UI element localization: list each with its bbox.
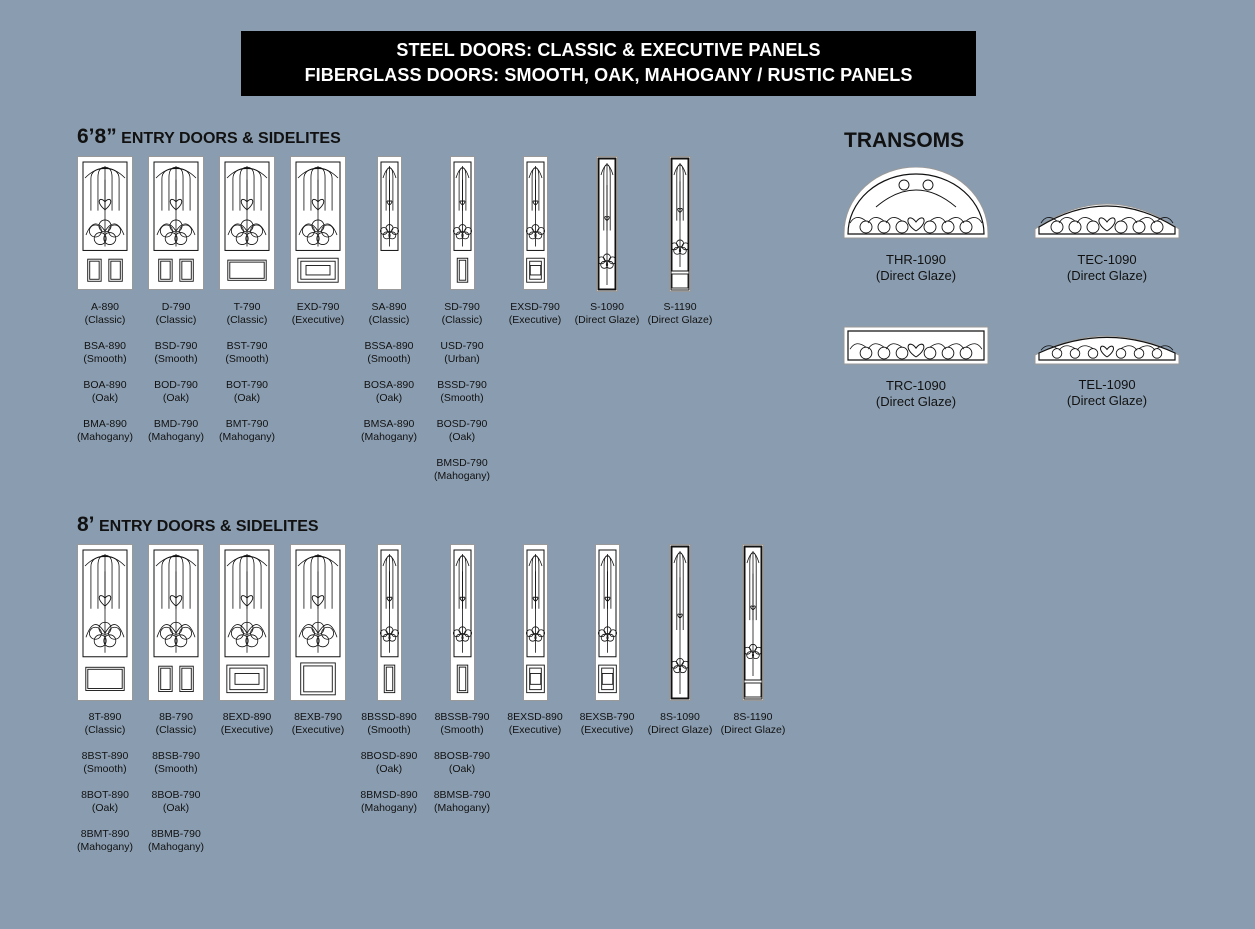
transom-note: (Direct Glaze) xyxy=(875,394,957,409)
model-code: 8BOSB-790 xyxy=(433,750,491,762)
transom-code: TEL-1090 xyxy=(1078,377,1136,392)
model-code: 8S-1090 xyxy=(660,711,700,723)
model-code: S-1190 xyxy=(663,301,697,313)
sidelite-item xyxy=(523,156,548,290)
model-code: 8S-1190 xyxy=(733,711,773,723)
model-code: 8EXB-790 xyxy=(294,711,342,723)
door-illustration xyxy=(77,544,133,701)
door-illustration xyxy=(742,544,764,701)
direct-glaze-item xyxy=(669,544,691,701)
model-code-group xyxy=(202,418,292,444)
model-code-group xyxy=(417,418,507,444)
model-code: BMSA-890 xyxy=(363,418,415,430)
model-code: EXD-790 xyxy=(296,301,340,313)
model-finish: (Oak) xyxy=(91,392,119,404)
model-finish: (Oak) xyxy=(448,431,476,443)
direct-glaze-item xyxy=(669,156,691,292)
door-illustration xyxy=(669,156,691,292)
model-code-group xyxy=(202,340,292,366)
model-finish: (Smooth) xyxy=(440,724,484,736)
section-title-size: 6’8” xyxy=(77,125,117,148)
model-code-group xyxy=(417,457,507,483)
section-title-6-8 xyxy=(77,125,341,149)
model-finish: (Mahogany) xyxy=(360,802,418,814)
door-illustration xyxy=(377,544,402,701)
direct-glaze-item xyxy=(742,544,764,701)
transom-note: (Direct Glaze) xyxy=(1066,268,1148,283)
model-finish: (Smooth) xyxy=(367,353,411,365)
transom-illustration xyxy=(1034,333,1180,365)
model-finish: (Oak) xyxy=(162,392,190,404)
model-code: BMA-890 xyxy=(83,418,127,430)
model-finish: (Smooth) xyxy=(83,763,127,775)
model-code-list xyxy=(708,711,798,750)
header-line-2: FIBERGLASS DOORS: SMOOTH, OAK, MAHOGANY / RUSTIC PANELS xyxy=(304,65,913,85)
model-code: BSSA-890 xyxy=(364,340,414,352)
door-item xyxy=(290,156,346,290)
transom-code: TRC-1090 xyxy=(886,378,946,393)
model-finish: (Smooth) xyxy=(154,353,198,365)
header-banner xyxy=(241,31,976,96)
model-code: 8EXSB-790 xyxy=(579,711,635,723)
door-illustration xyxy=(595,544,620,701)
door-item xyxy=(148,544,204,701)
sidelite-item xyxy=(523,544,548,701)
model-finish: (Smooth) xyxy=(367,724,411,736)
model-code: EXSD-790 xyxy=(510,301,560,313)
model-code: BSD-790 xyxy=(154,340,198,352)
model-finish: (Oak) xyxy=(233,392,261,404)
model-code: 8BOT-890 xyxy=(81,789,129,801)
model-finish: (Classic) xyxy=(441,314,483,326)
transom-label xyxy=(841,252,991,284)
model-finish: (Mahogany) xyxy=(76,841,134,853)
sidelite-item xyxy=(377,156,402,290)
model-code-group xyxy=(202,379,292,405)
model-code: BOA-890 xyxy=(83,379,127,391)
transom-code: TEC-1090 xyxy=(1077,252,1137,267)
model-code-group xyxy=(131,750,221,776)
transom-elliptical xyxy=(1034,199,1180,239)
model-code-group xyxy=(635,301,725,327)
model-finish: (Direct Glaze) xyxy=(574,314,640,326)
transom-note: (Direct Glaze) xyxy=(1066,393,1148,408)
model-finish: (Mahogany) xyxy=(360,431,418,443)
transom-half-round xyxy=(843,167,989,239)
model-finish: (Smooth) xyxy=(83,353,127,365)
model-finish: (Mahogany) xyxy=(218,431,276,443)
model-code: 8BMT-890 xyxy=(80,828,130,840)
model-finish: (Direct Glaze) xyxy=(647,724,713,736)
model-finish: (Executive) xyxy=(508,314,562,326)
section-title-text: ENTRY DOORS & SIDELITES xyxy=(116,130,341,147)
model-finish: (Smooth) xyxy=(225,353,269,365)
model-code-group xyxy=(417,750,507,776)
door-illustration xyxy=(290,156,346,290)
door-illustration xyxy=(148,156,204,290)
transom-label xyxy=(841,378,991,410)
model-finish: (Executive) xyxy=(291,724,345,736)
model-code: BOSD-790 xyxy=(436,418,488,430)
section-title-8 xyxy=(77,513,319,537)
model-code: 8EXSD-890 xyxy=(507,711,563,723)
sidelite-item xyxy=(595,544,620,701)
model-code-group xyxy=(131,828,221,854)
door-item xyxy=(219,156,275,290)
model-code: BSSD-790 xyxy=(437,379,487,391)
model-code: SD-790 xyxy=(444,301,480,313)
door-illustration xyxy=(219,156,275,290)
section-title-size: 8’ xyxy=(77,513,95,536)
model-code: 8BSSD-890 xyxy=(361,711,417,723)
model-code: BST-790 xyxy=(226,340,268,352)
door-illustration xyxy=(596,156,618,292)
model-code: USD-790 xyxy=(440,340,484,352)
model-code-group xyxy=(417,340,507,366)
model-code: SA-890 xyxy=(371,301,407,313)
transom-code: THR-1090 xyxy=(886,252,946,267)
sidelite-item xyxy=(377,544,402,701)
model-code: BMSD-790 xyxy=(436,457,488,469)
transoms-title: TRANSOMS xyxy=(844,129,965,152)
model-finish: (Mahogany) xyxy=(147,431,205,443)
transom-illustration xyxy=(843,326,989,365)
model-finish: (Executive) xyxy=(580,724,634,736)
door-illustration xyxy=(523,544,548,701)
direct-glaze-item xyxy=(596,156,618,292)
transom-illustration xyxy=(1034,199,1180,239)
model-code: T-790 xyxy=(233,301,261,313)
model-finish: (Executive) xyxy=(220,724,274,736)
transom-illustration xyxy=(843,167,989,239)
model-finish: (Mahogany) xyxy=(433,470,491,482)
door-illustration xyxy=(377,156,402,290)
model-code: D-790 xyxy=(161,301,191,313)
model-code: 8T-890 xyxy=(88,711,122,723)
model-code-group xyxy=(708,711,798,737)
sidelite-item xyxy=(450,544,475,701)
model-code: 8EXD-890 xyxy=(222,711,272,723)
door-item xyxy=(148,156,204,290)
header-line-1: STEEL DOORS: CLASSIC & EXECUTIVE PANELS xyxy=(396,40,821,60)
door-item xyxy=(219,544,275,701)
model-code: 8BMSD-890 xyxy=(360,789,418,801)
model-code: 8BMSB-790 xyxy=(433,789,491,801)
model-finish: (Oak) xyxy=(375,763,403,775)
model-finish: (Classic) xyxy=(155,724,197,736)
door-illustration xyxy=(290,544,346,701)
door-illustration xyxy=(669,544,691,701)
model-code: BOD-790 xyxy=(154,379,198,391)
transom-note: (Direct Glaze) xyxy=(875,268,957,283)
transom-label xyxy=(1032,252,1182,284)
door-illustration xyxy=(450,544,475,701)
model-code: 8BOB-790 xyxy=(151,789,201,801)
model-finish: (Classic) xyxy=(368,314,410,326)
model-code: S-1090 xyxy=(590,301,624,313)
door-item xyxy=(77,544,133,701)
model-finish: (Executive) xyxy=(291,314,345,326)
model-finish: (Classic) xyxy=(84,724,126,736)
model-code: BMD-790 xyxy=(153,418,199,430)
model-code: 8BOSD-890 xyxy=(360,750,418,762)
model-finish: (Smooth) xyxy=(154,763,198,775)
door-illustration xyxy=(523,156,548,290)
model-finish: (Classic) xyxy=(226,314,268,326)
model-code-group xyxy=(131,789,221,815)
model-code: BSA-890 xyxy=(83,340,127,352)
door-illustration xyxy=(148,544,204,701)
model-finish: (Mahogany) xyxy=(147,841,205,853)
model-code: 8BST-890 xyxy=(81,750,129,762)
door-illustration xyxy=(219,544,275,701)
model-finish: (Classic) xyxy=(155,314,197,326)
model-code: 8BMB-790 xyxy=(151,828,201,840)
model-finish: (Mahogany) xyxy=(76,431,134,443)
model-code: 8BSSB-790 xyxy=(434,711,490,723)
model-code: 8BSB-790 xyxy=(152,750,200,762)
door-item xyxy=(77,156,133,290)
model-code: 8B-790 xyxy=(159,711,193,723)
model-finish: (Urban) xyxy=(444,353,480,365)
sidelite-item xyxy=(450,156,475,290)
model-finish: (Oak) xyxy=(162,802,190,814)
model-finish: (Direct Glaze) xyxy=(647,314,713,326)
transom-label xyxy=(1032,377,1182,409)
model-finish: (Classic) xyxy=(84,314,126,326)
door-illustration xyxy=(450,156,475,290)
model-code-list xyxy=(635,301,725,340)
door-illustration xyxy=(77,156,133,290)
model-finish: (Executive) xyxy=(508,724,562,736)
transom-rectangle xyxy=(843,326,989,365)
transom-elliptical xyxy=(1034,333,1180,365)
model-finish: (Oak) xyxy=(91,802,119,814)
model-code: BOT-790 xyxy=(225,379,269,391)
model-finish: (Oak) xyxy=(448,763,476,775)
model-code-group xyxy=(417,379,507,405)
model-code-group xyxy=(417,789,507,815)
model-code: BMT-790 xyxy=(225,418,269,430)
model-code: A-890 xyxy=(90,301,120,313)
door-item xyxy=(290,544,346,701)
model-finish: (Direct Glaze) xyxy=(720,724,786,736)
model-finish: (Oak) xyxy=(375,392,403,404)
model-finish: (Mahogany) xyxy=(433,802,491,814)
section-title-text: ENTRY DOORS & SIDELITES xyxy=(94,518,319,535)
model-finish: (Smooth) xyxy=(440,392,484,404)
model-code: BOSA-890 xyxy=(363,379,415,391)
